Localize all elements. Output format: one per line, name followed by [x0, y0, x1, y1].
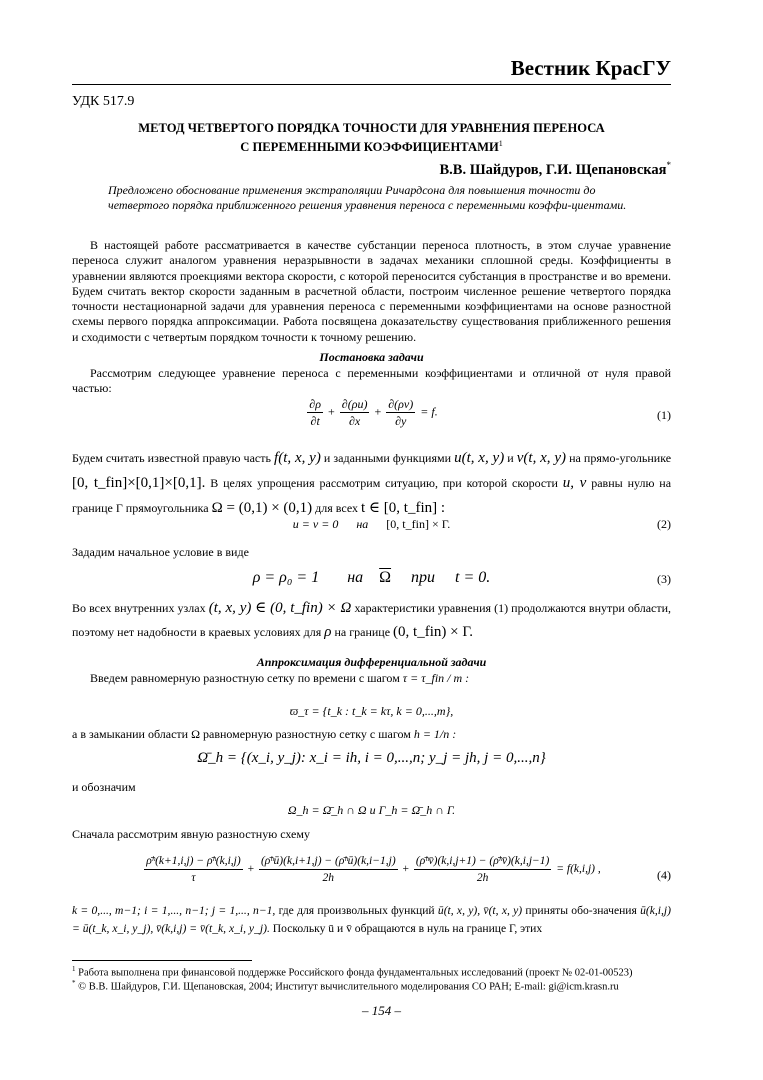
approx-paragraph-5: [72, 902, 671, 938]
equation-1: $\frac{\partial\rho}{\partial t}$ + $\frac{\partial(\rho u)}{\partial x}$ + $\frac{\partial(\rho v)}{\partial y}$ = f.: [309, 397, 438, 428]
eq2-rhs: [0, t_fin] × Γ.: [386, 517, 451, 531]
approx-paragraph-4: Сначала рассмотрим явную разностную схему: [72, 827, 310, 841]
equation-1-number: (1): [657, 408, 671, 422]
eq4-den-1: τ: [191, 872, 196, 884]
a5-text-d: приняты обо-значения: [525, 904, 637, 917]
grid-boundary-expr: Ω_h = Ω̄_h ∩ Ω и Γ_h = Ω̄_h ∩ Γ.: [287, 803, 456, 817]
problem-paragraph-2: [72, 446, 671, 521]
eq4-den-2: 2h: [322, 872, 335, 884]
eq1-num-3: ∂(ρv): [388, 397, 414, 411]
a1-text: Введем равномерную разностную сетку по времени с шагом: [90, 671, 400, 685]
eq1-den-3: ∂y: [395, 414, 407, 428]
approx-paragraph-3: и обозначим: [72, 780, 136, 794]
p2-text-b: и заданными функциями: [323, 451, 451, 465]
approx-paragraph-1: [72, 671, 671, 686]
u-expr: u(t, x, y): [454, 450, 505, 466]
notation-expr: ū(k,i,j) = ū(t_k, x_i, y_j), v̄(k,i,j) = v̄(t_k, x_i, y_j).: [72, 904, 672, 935]
journal-title: Вестник КрасГУ: [510, 56, 671, 80]
footnote-1-text: Работа выполнена при финансовой поддержке Российского фонда фундаментальных исследований (проект № 02-01-00523): [78, 967, 633, 979]
time-grid-definition: [72, 704, 671, 719]
rho-symbol: ρ: [324, 624, 332, 640]
eq1-num-1: ∂ρ: [309, 397, 321, 411]
eq3-lhs: ρ = ρ₀ = 1: [252, 569, 320, 586]
tau-expr: τ = τ_fin / m :: [402, 671, 470, 685]
equation-3-number: (3): [657, 572, 671, 586]
eq1-num-2: ∂(ρu): [341, 397, 368, 411]
space-grid-definition: [72, 750, 671, 767]
eq4-num-2: (ρ̄ʰū)(k,i+1,j) − (ρ̄ʰū)(k,i−1,j): [259, 853, 398, 870]
p2-text-d: В целях упрощения рассмотрим ситуацию, при которой скорости: [210, 476, 558, 490]
eq2-na: на: [356, 517, 369, 531]
a5-text-f: Поскольку ū и v̄ обращаются в нуль на границе Γ, этих: [272, 922, 543, 935]
title-line-2: С ПЕРЕМЕННЫМИ КОЭФФИЦИЕНТАМИ: [240, 140, 499, 155]
header-rule: [72, 84, 671, 85]
eq4-num-3: (ρ̄ʰv̄)(k,i,j+1) − (ρ̄ʰv̄)(k,i,j−1): [414, 853, 551, 870]
equation-4: $\frac{\text{ρ̄ʰ(k+1,i,j) − ρ̄ʰ(k,i,j)}}{\tau}$ + $\frac{\text{(ρ̄ʰū)(k,i+1,j) − (ρ̄ʰū)(k,i−1,j)}}{2h}$ + $\frac{\text{(ρ̄ʰv̄)(k,i,j+1) − (ρ̄ʰv̄)(k,i,j−1)}}{2h}$ = f(k,i,j) ,: [146, 855, 601, 884]
eq3-omega: $\overline{\Omega}$: [379, 569, 392, 586]
nodes-expr: (t, x, y) ∈ (0, t_fin) × Ω: [208, 600, 352, 616]
functions-expr: ū(t, x, y), v̄(t, x, y): [437, 904, 523, 917]
p2-text-c: на прямо-угольнике: [569, 451, 672, 465]
equation-4-number: (4): [657, 868, 671, 882]
p2-and: и: [507, 451, 514, 465]
paper-title: [72, 121, 671, 155]
footnote-rule: [72, 960, 252, 961]
problem-paragraph-4: [72, 596, 671, 644]
eq3-pri: при: [411, 569, 436, 586]
footnote-1-mark: 1: [72, 965, 76, 973]
eq4-rhs: = f(k,i,j) ,: [556, 863, 601, 876]
rect-expr: [0, t_fin]×[0,1]×[0,1].: [72, 475, 206, 491]
space-grid-expr: Ω̄_h = {(x_i, y_j): x_i = ih, i = 0,...,n; y_j = jh, j = 0,...,n}: [197, 750, 546, 766]
section-heading-approximation: Аппроксимация дифференциальной задачи: [256, 655, 487, 669]
boundary-expr: (0, t_fin) × Γ.: [393, 624, 473, 640]
equation-2: [72, 517, 671, 532]
p2-text-a: Будем считать известной правую часть: [72, 451, 271, 465]
author-footnote-mark: *: [666, 160, 671, 170]
p4-text-a: Во всех внутренних узлах: [72, 601, 206, 615]
p4-text-b: характеристики уравнения (1) продолжаются внутри области, поэтому нет надобности в краевых условиях для: [72, 601, 672, 639]
problem-paragraph-3: Зададим начальное условие в виде: [72, 545, 249, 559]
problem-paragraph-1: Рассмотрим следующее уравнение переноса с переменными коэффициентами и отличной от нуля правой частью:: [72, 366, 671, 396]
eq1-den-1: ∂t: [310, 414, 320, 428]
grid-boundary-definition: [72, 803, 671, 818]
section-heading-problem: Постановка задачи: [319, 350, 424, 364]
eq3-na: на: [347, 569, 364, 586]
p4-text-c: на границе: [334, 625, 391, 639]
a2-text: а в замыкании области Ω равномерную разностную сетку с шагом: [72, 727, 411, 741]
author-names: В.В. Шайдуров, Г.И. Щепановская: [439, 161, 667, 178]
eq1-rhs: = f.: [420, 404, 438, 419]
footnote-2: [72, 977, 671, 994]
p2-text-f: для всех: [315, 501, 359, 515]
authors: [72, 160, 671, 179]
omega-expr: Ω = (0,1) × (0,1): [211, 500, 313, 516]
title-footnote-mark: 1: [498, 139, 503, 148]
abstract: Предложено обоснование применения экстраполяции Ричардсона для повышения точности до четвертого порядка приближенного решения уравнения переноса с переменными коэффи-циентами.: [108, 183, 627, 213]
equation-2-number: (2): [657, 517, 671, 531]
h-expr: h = 1/n :: [413, 727, 457, 741]
t-expr: t ∈ [0, t_fin] :: [361, 500, 446, 516]
time-grid-expr: ϖ_τ = {t_k : t_k = kτ, k = 0,...,m},: [289, 704, 454, 718]
footnote-2-text: © В.В. Шайдуров, Г.И. Щепановская, 2004; Институт вычислительного моделирования СО РАН; E-mail: gi@icm.krasn.ru: [78, 981, 619, 993]
eq4-num-1: ρ̄ʰ(k+1,i,j) − ρ̄ʰ(k,i,j): [144, 853, 242, 870]
page-number: – 154 –: [362, 1003, 401, 1018]
eq4-den-3: 2h: [476, 872, 489, 884]
eq2-lhs: u = v = 0: [292, 517, 339, 531]
footnote-2-mark: *: [72, 979, 76, 987]
approx-paragraph-2: [72, 727, 671, 742]
uv-expr: u, v: [562, 475, 587, 491]
eq3-rhs: t = 0.: [455, 569, 491, 586]
intro-paragraph: В настоящей работе рассматривается в качестве субстанции переноса плотность, в этом случае уравнение переноса служит аналогом уравнения неразрывности в задачах механики сплошной среды. Коэффициенты в уравнении являются проекциями вектора скорости, с которой переносится субстанция в пространстве и во времени. Будем считать вектор скорости заданным в расчетной области, построим численное решение четвертого порядка точности нестационарной задачи для уравнения переноса с переменными коэффициентами на основе разностной схемы первого порядка аппроксимации. Работа посвящена доказательству существования приближенного решения и сходимости с четвертым порядком точности к точному решению.: [72, 238, 671, 344]
equation-3: [72, 569, 671, 587]
udc-code: УДК 517.9: [72, 94, 135, 109]
a5-text-b: где для произвольных функций: [278, 904, 435, 917]
index-range: k = 0,..., m−1; i = 1,..., n−1; j = 1,..., n−1,: [72, 904, 276, 917]
f-expr: f(t, x, y): [274, 450, 321, 466]
title-line-1: МЕТОД ЧЕТВЕРТОГО ПОРЯДКА ТОЧНОСТИ ДЛЯ УРАВНЕНИЯ ПЕРЕНОСА: [138, 121, 605, 135]
eq1-den-2: ∂x: [348, 414, 361, 428]
p2-text-e: равны нулю на границе Γ прямоугольника: [72, 476, 672, 515]
v-expr: v(t, x, y): [516, 450, 567, 466]
